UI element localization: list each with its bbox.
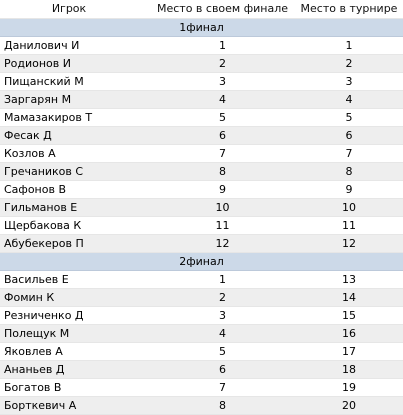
table-row[interactable]	[0, 216, 403, 234]
final-place-cell: 11	[150, 216, 295, 234]
tournament-place-cell: 8	[295, 162, 403, 180]
player-name-cell: Козлов А	[0, 144, 150, 162]
player-name-cell: Заргарян М	[0, 90, 150, 108]
player-name-cell: Фомин К	[0, 288, 150, 306]
player-name-cell: Васильев Е	[0, 270, 150, 288]
tournament-place-cell: 6	[295, 126, 403, 144]
player-name-cell: Гречаников С	[0, 162, 150, 180]
table-row[interactable]	[0, 288, 403, 306]
table-body	[0, 18, 403, 414]
tournament-place-cell: 11	[295, 216, 403, 234]
final-place-cell: 10	[150, 198, 295, 216]
final-place-cell: 5	[150, 108, 295, 126]
table-row[interactable]	[0, 324, 403, 342]
final-place-cell: 2	[150, 54, 295, 72]
group-header-row[interactable]	[0, 18, 403, 36]
table-row[interactable]	[0, 90, 403, 108]
player-name-cell: Щербакова К	[0, 216, 150, 234]
tournament-place-cell: 4	[295, 90, 403, 108]
final-place-cell: 4	[150, 90, 295, 108]
tournament-place-cell: 15	[295, 306, 403, 324]
player-name-cell: Гильманов Е	[0, 198, 150, 216]
final-place-cell: 1	[150, 270, 295, 288]
final-place-cell: 2	[150, 288, 295, 306]
final-place-cell: 4	[150, 324, 295, 342]
final-place-cell: 6	[150, 126, 295, 144]
tournament-place-cell: 14	[295, 288, 403, 306]
table-row[interactable]	[0, 342, 403, 360]
table-row[interactable]	[0, 306, 403, 324]
header-row	[0, 0, 403, 18]
player-name-cell: Борткевич А	[0, 396, 150, 414]
tournament-place-cell: 5	[295, 108, 403, 126]
tournament-place-cell: 17	[295, 342, 403, 360]
table-row[interactable]	[0, 36, 403, 54]
table-row[interactable]	[0, 180, 403, 198]
player-name-cell: Богатов В	[0, 378, 150, 396]
tournament-place-cell: 7	[295, 144, 403, 162]
table-row[interactable]	[0, 234, 403, 252]
table-row[interactable]	[0, 108, 403, 126]
player-name-cell: Полещук М	[0, 324, 150, 342]
player-name-cell: Абубекеров П	[0, 234, 150, 252]
table-row[interactable]	[0, 144, 403, 162]
final-place-cell: 1	[150, 36, 295, 54]
table-row[interactable]	[0, 270, 403, 288]
tournament-place-cell: 3	[295, 72, 403, 90]
player-name-cell: Сафонов В	[0, 180, 150, 198]
tournament-place-cell: 16	[295, 324, 403, 342]
tournament-place-cell: 10	[295, 198, 403, 216]
player-name-cell: Ананьев Д	[0, 360, 150, 378]
tournament-place-cell: 12	[295, 234, 403, 252]
tournament-place-cell: 2	[295, 54, 403, 72]
table-row[interactable]	[0, 378, 403, 396]
final-place-cell: 3	[150, 72, 295, 90]
column-header-final-place[interactable]: Место в своем финале	[150, 0, 295, 18]
table-row[interactable]	[0, 126, 403, 144]
group-title: 1финал	[0, 18, 403, 36]
player-name-cell: Пищанский М	[0, 72, 150, 90]
player-name-cell: Яковлев А	[0, 342, 150, 360]
group-header-row[interactable]	[0, 252, 403, 270]
column-header-tournament-place[interactable]: Место в турнире	[295, 0, 403, 18]
final-place-cell: 9	[150, 180, 295, 198]
table-row[interactable]	[0, 396, 403, 414]
final-place-cell: 6	[150, 360, 295, 378]
final-place-cell: 5	[150, 342, 295, 360]
table-row[interactable]	[0, 54, 403, 72]
player-name-cell: Данилович И	[0, 36, 150, 54]
column-header-player[interactable]: Игрок	[0, 0, 150, 18]
player-name-cell: Фесак Д	[0, 126, 150, 144]
final-place-cell: 7	[150, 378, 295, 396]
tournament-place-cell: 19	[295, 378, 403, 396]
group-title: 2финал	[0, 252, 403, 270]
tournament-place-cell: 18	[295, 360, 403, 378]
final-place-cell: 3	[150, 306, 295, 324]
player-name-cell: Резниченко Д	[0, 306, 150, 324]
player-name-cell: Родионов И	[0, 54, 150, 72]
table-row[interactable]	[0, 198, 403, 216]
final-place-cell: 8	[150, 162, 295, 180]
tournament-place-cell: 1	[295, 36, 403, 54]
tournament-place-cell: 9	[295, 180, 403, 198]
player-name-cell: Мамазакиров Т	[0, 108, 150, 126]
tournament-place-cell: 13	[295, 270, 403, 288]
final-place-cell: 7	[150, 144, 295, 162]
table-row[interactable]	[0, 72, 403, 90]
final-place-cell: 8	[150, 396, 295, 414]
final-place-cell: 12	[150, 234, 295, 252]
table-row[interactable]	[0, 360, 403, 378]
tournament-place-cell: 20	[295, 396, 403, 414]
table-row[interactable]	[0, 162, 403, 180]
